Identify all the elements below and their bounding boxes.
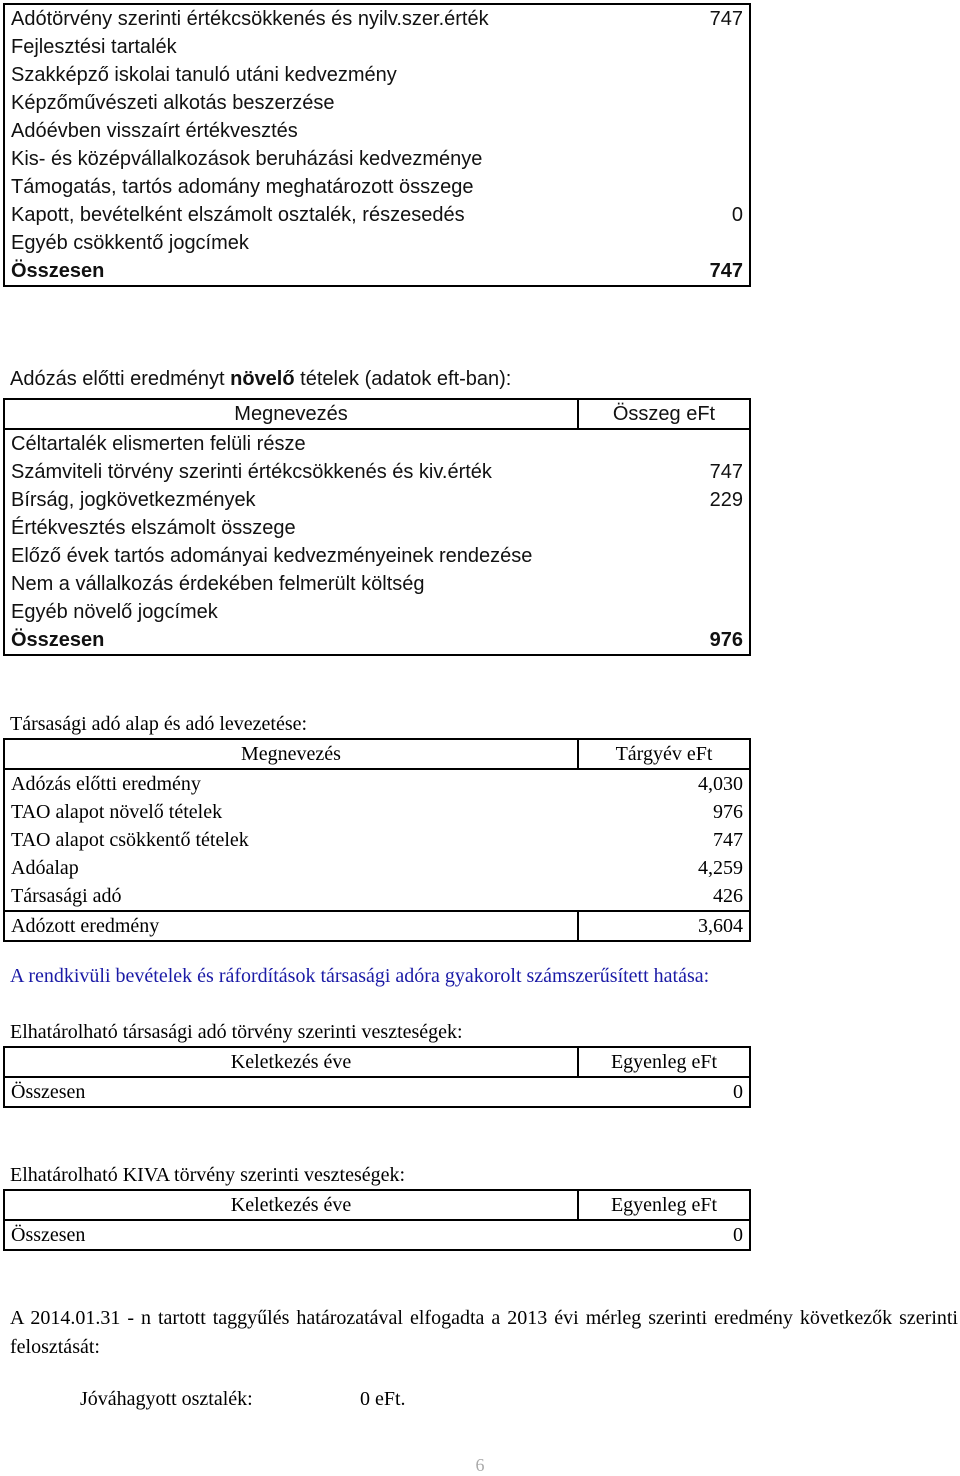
losses-kiva-col-value: Egyenleg eFt bbox=[578, 1190, 750, 1220]
losses-kiva-col-name: Keletkezés éve bbox=[4, 1190, 578, 1220]
tax-table bbox=[3, 738, 751, 942]
increasing-row bbox=[4, 598, 750, 626]
tax-row bbox=[4, 769, 750, 798]
decreasing-row-value bbox=[577, 173, 750, 201]
increasing-total-value: 976 bbox=[709, 629, 743, 651]
losses-kiva-table bbox=[3, 1189, 751, 1251]
decreasing-row-value bbox=[577, 117, 750, 145]
decreasing-row-label: Adóévben visszaírt értékvesztés bbox=[11, 120, 298, 142]
tax-header-row bbox=[4, 739, 750, 769]
tax-heading: Társasági adó alap és adó levezetése: bbox=[10, 713, 308, 735]
losses-kiva-total-value: 0 bbox=[733, 1224, 743, 1246]
decreasing-row bbox=[4, 145, 750, 173]
decreasing-row bbox=[4, 89, 750, 117]
decreasing-total-row bbox=[4, 257, 750, 286]
increasing-row bbox=[4, 542, 750, 570]
decreasing-row bbox=[4, 33, 750, 61]
decreasing-row-label: Képzőművészeti alkotás beszerzése bbox=[11, 92, 335, 114]
decreasing-row-label: Adótörvény szerinti értékcsökkenés és nyilv.szer.érték bbox=[11, 8, 489, 30]
decreasing-row-value bbox=[577, 61, 750, 89]
decreasing-items-table bbox=[3, 3, 751, 287]
losses-kiva-total-label: Összesen bbox=[11, 1224, 86, 1246]
increasing-row-value bbox=[578, 514, 750, 542]
increasing-heading-bold: növelő bbox=[230, 368, 295, 390]
increasing-items-table bbox=[3, 398, 751, 656]
increasing-row-label: Előző évek tartós adományai kedvezményeinek rendezése bbox=[11, 545, 533, 567]
losses-tao-table bbox=[3, 1046, 751, 1108]
losses-kiva-header-row bbox=[4, 1190, 750, 1220]
decreasing-row-value bbox=[577, 33, 750, 61]
increasing-row bbox=[4, 458, 750, 486]
increasing-row bbox=[4, 429, 750, 458]
increasing-row-label: Egyéb növelő jogcímek bbox=[11, 601, 218, 623]
increasing-heading-post: tételek (adatok eft-ban): bbox=[294, 368, 512, 390]
losses-kiva-total-row bbox=[4, 1220, 750, 1250]
increasing-row-label: Számviteli törvény szerinti értékcsökkenés és kiv.érték bbox=[11, 461, 492, 483]
increasing-col-name: Megnevezés bbox=[4, 399, 578, 429]
decreasing-row bbox=[4, 4, 750, 33]
increasing-row-value: 747 bbox=[709, 461, 743, 483]
tax-row bbox=[4, 826, 750, 854]
tax-row bbox=[4, 854, 750, 882]
distribution-note: A 2014.01.31 - n tartott taggyűlés határozatával elfogadta a 2013 évi mérleg szerinti eredmény következők szerinti felosztását: bbox=[10, 1307, 958, 1358]
increasing-row-value bbox=[578, 598, 750, 626]
increasing-row bbox=[4, 486, 750, 514]
dividend-value: 0 eFt. bbox=[360, 1388, 406, 1410]
decreasing-total-value: 747 bbox=[709, 260, 743, 282]
losses-tao-col-name: Keletkezés éve bbox=[4, 1047, 578, 1077]
decreasing-row-label: Szakképző iskolai tanuló utáni kedvezmény bbox=[11, 64, 397, 86]
decreasing-row-value: 0 bbox=[731, 204, 743, 226]
tax-row-label: Adóalap bbox=[11, 857, 79, 879]
increasing-header-row bbox=[4, 399, 750, 429]
increasing-row bbox=[4, 570, 750, 598]
tax-row-label: Adózás előtti eredmény bbox=[11, 773, 201, 795]
decreasing-row-label: Fejlesztési tartalék bbox=[11, 36, 177, 58]
tax-row-value: 747 bbox=[713, 829, 743, 851]
decreasing-row bbox=[4, 173, 750, 201]
tax-result-row bbox=[4, 911, 750, 941]
losses-kiva-heading: Elhatárolható KIVA törvény szerinti veszteségek: bbox=[10, 1164, 406, 1186]
decreasing-row-value: 747 bbox=[709, 8, 743, 30]
tax-row-value: 4,030 bbox=[698, 773, 743, 795]
tax-row bbox=[4, 882, 750, 911]
losses-tao-heading: Elhatárolható társasági adó törvény szerinti veszteségek: bbox=[10, 1021, 463, 1043]
tax-row-label: Társasági adó bbox=[11, 885, 122, 907]
losses-tao-total-row bbox=[4, 1077, 750, 1107]
decreasing-row-value bbox=[577, 89, 750, 117]
tax-row-value: 426 bbox=[713, 885, 743, 907]
increasing-row-label: Értékvesztés elszámolt összege bbox=[11, 517, 296, 539]
increasing-row-value bbox=[578, 570, 750, 598]
increasing-row bbox=[4, 514, 750, 542]
tax-col-name: Megnevezés bbox=[4, 739, 578, 769]
increasing-heading-pre: Adózás előtti eredményt bbox=[10, 368, 231, 390]
increasing-row-label: Bírság, jogkövetkezmények bbox=[11, 489, 256, 511]
tax-row-value: 976 bbox=[713, 801, 743, 823]
tax-row-label: TAO alapot csökkentő tételek bbox=[11, 829, 249, 851]
decreasing-row bbox=[4, 117, 750, 145]
increasing-row-label: Nem a vállalkozás érdekében felmerült költség bbox=[11, 573, 425, 595]
increasing-row-value: 229 bbox=[709, 489, 743, 511]
increasing-total-row bbox=[4, 626, 750, 655]
extraordinary-heading: A rendkivüli bevételek és ráfordítások társasági adóra gyakorolt számszerűsített hatása: bbox=[10, 965, 710, 987]
losses-tao-total-value: 0 bbox=[733, 1081, 743, 1103]
tax-row-value: 4,259 bbox=[698, 857, 743, 879]
increasing-row-value bbox=[578, 542, 750, 570]
tax-result-value: 3,604 bbox=[578, 911, 750, 941]
tax-row bbox=[4, 798, 750, 826]
decreasing-row-label: Egyéb csökkentő jogcímek bbox=[11, 232, 249, 254]
tax-result-label: Adózott eredmény bbox=[4, 911, 578, 941]
decreasing-row-label: Kapott, bevételként elszámolt osztalék, részesedés bbox=[11, 204, 465, 226]
tax-col-value: Tárgyév eFt bbox=[578, 739, 750, 769]
increasing-heading bbox=[10, 365, 511, 393]
decreasing-row bbox=[4, 201, 750, 229]
decreasing-row-value bbox=[577, 229, 750, 257]
tax-row-label: TAO alapot növelő tételek bbox=[11, 801, 223, 823]
decreasing-row bbox=[4, 61, 750, 89]
losses-tao-header-row bbox=[4, 1047, 750, 1077]
decreasing-row-value bbox=[577, 145, 750, 173]
increasing-total-label: Összesen bbox=[11, 629, 105, 651]
losses-tao-total-label: Összesen bbox=[11, 1081, 86, 1103]
increasing-row-label: Céltartalék elismerten felüli része bbox=[11, 433, 306, 455]
decreasing-row-label: Kis- és középvállalkozások beruházási kedvezménye bbox=[11, 148, 483, 170]
page-number: 6 bbox=[475, 1455, 485, 1475]
losses-tao-col-value: Egyenleg eFt bbox=[578, 1047, 750, 1077]
dividend-label: Jóváhagyott osztalék: bbox=[80, 1388, 253, 1410]
decreasing-row bbox=[4, 229, 750, 257]
increasing-col-value: Összeg eFt bbox=[578, 399, 750, 429]
decreasing-total-label: Összesen bbox=[11, 260, 105, 282]
decreasing-row-label: Támogatás, tartós adomány meghatározott összege bbox=[11, 176, 474, 198]
increasing-row-value bbox=[578, 429, 750, 458]
